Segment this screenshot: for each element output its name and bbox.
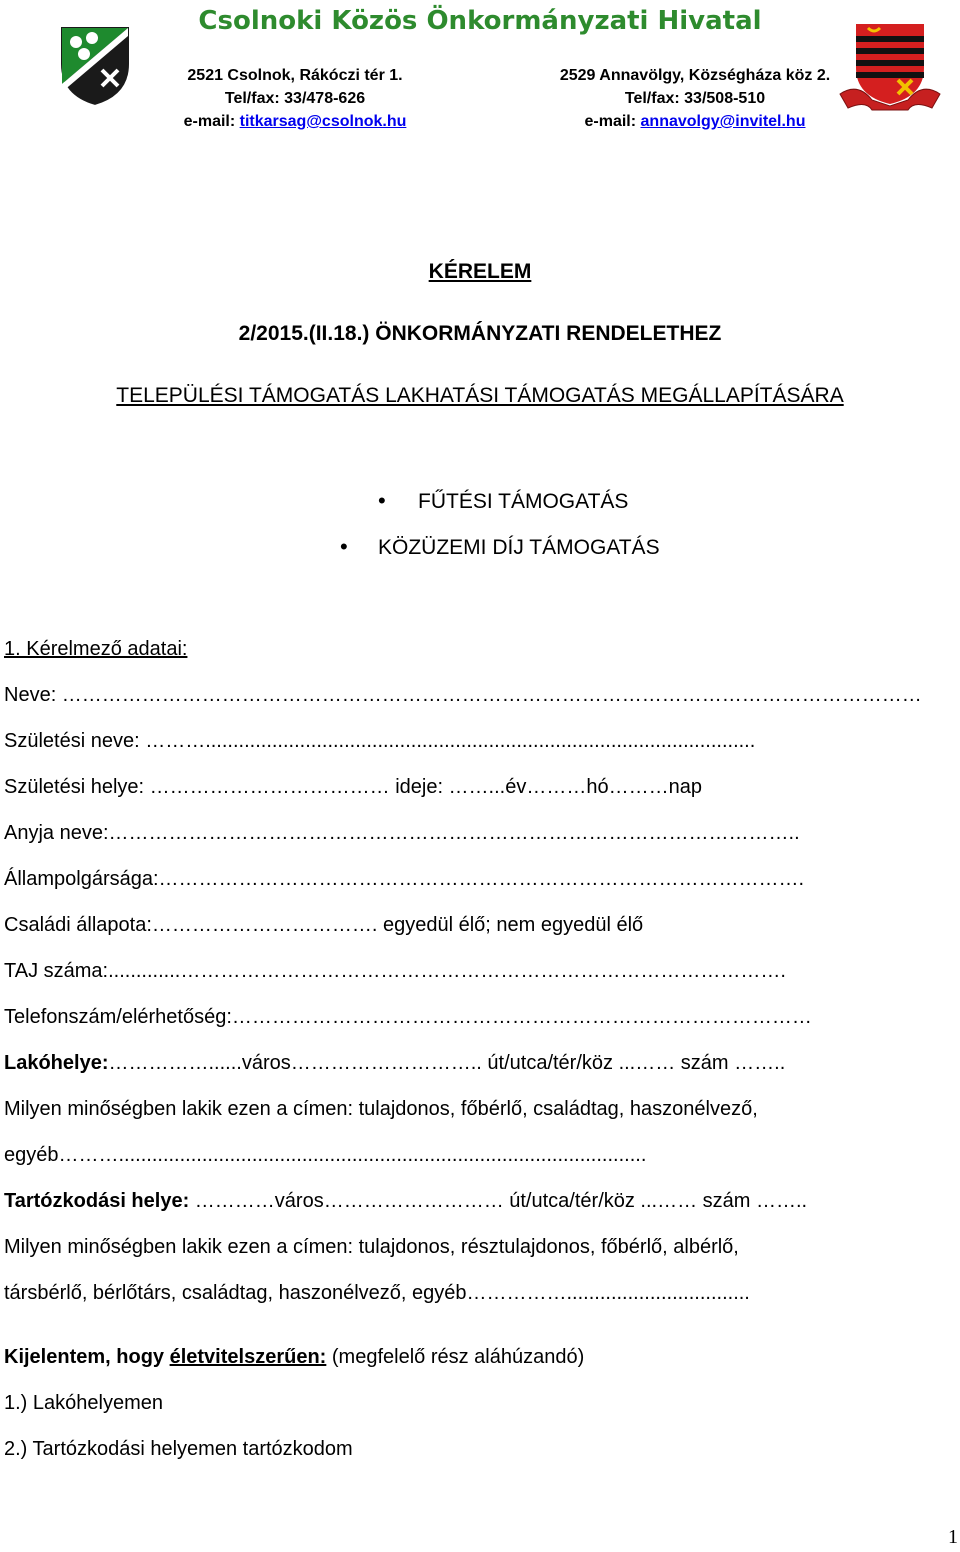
- field-lakohely: Lakóhelye:……………......város……………………….. út/utca/tér/köz ...…… szám ……..: [4, 1052, 786, 1074]
- declaration-option-1: 1.) Lakóhelyemen: [4, 1392, 163, 1414]
- field-taj: TAJ száma:.............……………………………………………………………………………….: [4, 960, 786, 982]
- field-egyeb-lakohely: egyéb………...............................................................................................: [4, 1144, 647, 1166]
- field-tartozkodasi: Tartózkodási helye: …………város……………………… út/utca/tér/köz ...…… szám ……..: [4, 1190, 808, 1212]
- declaration-option-2: 2.) Tartózkodási helyemen tartózkodom: [4, 1438, 353, 1460]
- field-csaladi-allapot: Családi állapota:……………………………. egyedül élő; nem egyedül élő: [4, 914, 644, 936]
- field-minoseg-lakohely: Milyen minőségben lakik ezen a címen: tulajdonos, főbérlő, családtag, haszonélvező,: [4, 1098, 758, 1120]
- left-phone: Tel/fax: 33/478-626: [224, 90, 366, 107]
- field-szuletesi-helye: Születési helye: ……………………………… ideje: ……...év………hó………nap: [4, 776, 702, 798]
- field-telefon: Telefonszám/elérhetőség:……………………………………………………………………………: [4, 1006, 812, 1028]
- option-kozuzemi: KÖZÜZEMI DÍJ TÁMOGATÁS: [378, 536, 660, 559]
- document-subject: TELEPÜLÉSI TÁMOGATÁS LAKHATÁSI TÁMOGATÁS MEGÁLLAPÍTÁSÁRA: [116, 384, 844, 407]
- option-futesi: FŰTÉSI TÁMOGATÁS: [418, 490, 629, 513]
- document-subtitle: 2/2015.(II.18.) ÖNKORMÁNYZATI RENDELETHEZ: [238, 322, 722, 345]
- field-minoseg-tartozkodasi: Milyen minőségben lakik ezen a címen: tulajdonos, résztulajdonos, főbérlő, albérlő,: [4, 1236, 739, 1258]
- field-allampolgarsag: Állampolgársága:…………………………………………………………………………………….: [4, 868, 805, 890]
- section-title: 1. Kérelmező adatai:: [4, 638, 188, 660]
- declaration: Kijelentem, hogy életvitelszerűen: (megfelelő rész aláhúzandó): [4, 1346, 585, 1368]
- field-neve: Neve: …………………………………………………………………………………………………………………: [4, 684, 922, 706]
- left-email-link[interactable]: titkarsag@csolnok.hu: [239, 113, 407, 130]
- bullet-icon: •: [340, 534, 348, 559]
- bullet-icon: •: [378, 488, 386, 513]
- page-number: 1: [948, 1526, 958, 1548]
- right-email-link[interactable]: annavolgy@invitel.hu: [640, 113, 806, 130]
- right-phone: Tel/fax: 33/508-510: [624, 90, 766, 107]
- document-title: KÉRELEM: [428, 260, 532, 283]
- office-title: Csolnoki Közös Önkormányzati Hivatal: [198, 6, 762, 36]
- left-email-line: e-mail: titkarsag@csolnok.hu: [183, 113, 407, 130]
- field-anyja-neve: Anyja neve:…………………………………………………………………………………………..: [4, 822, 800, 844]
- right-email-line: e-mail: annavolgy@invitel.hu: [584, 113, 806, 130]
- left-address: 2521 Csolnok, Rákóczi tér 1.: [187, 67, 403, 84]
- right-address: 2529 Annavölgy, Községháza köz 2.: [559, 67, 831, 84]
- field-minoseg-tartozkodasi-cont: társbérlő, bérlőtárs, családtag, haszonélvező, egyéb…………….................................: [4, 1282, 750, 1304]
- csolnok-coat-of-arms: [58, 24, 132, 108]
- field-szuletesi-neve: Születési neve: ………...................................................................................................: [4, 730, 756, 752]
